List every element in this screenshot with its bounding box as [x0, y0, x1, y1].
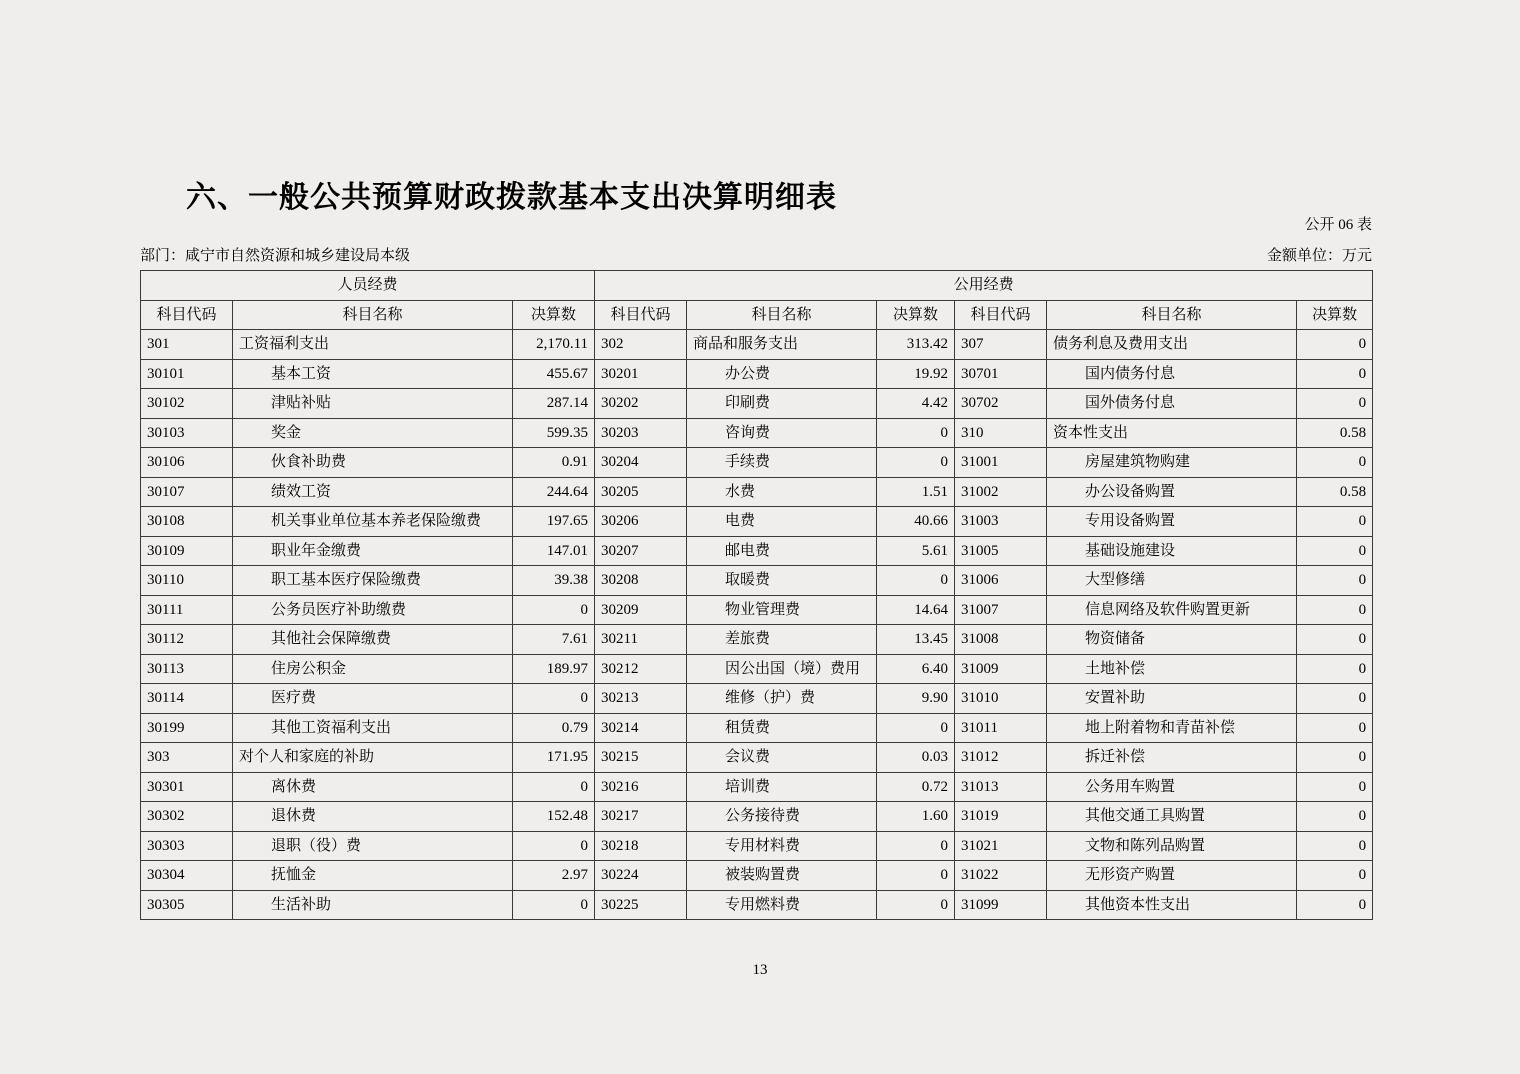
- cell-amount-3: 0: [1297, 566, 1373, 596]
- cell-name-2: 取暖费: [687, 566, 877, 596]
- cell-name-3: 物资储备: [1047, 625, 1297, 655]
- cell-code-1: 30114: [141, 684, 233, 714]
- cell-code-3: 31005: [955, 536, 1047, 566]
- cell-code-3: 307: [955, 330, 1047, 360]
- cell-amount-1: 0: [513, 890, 595, 920]
- column-header-name-1: 科目名称: [233, 300, 513, 330]
- cell-code-3: 31006: [955, 566, 1047, 596]
- cell-amount-1: 0: [513, 831, 595, 861]
- cell-name-3: 国内债务付息: [1047, 359, 1297, 389]
- cell-code-3: 30701: [955, 359, 1047, 389]
- cell-code-3: 31099: [955, 890, 1047, 920]
- cell-code-3: 31009: [955, 654, 1047, 684]
- cell-amount-3: 0: [1297, 389, 1373, 419]
- cell-amount-1: 0: [513, 595, 595, 625]
- cell-name-2: 租赁费: [687, 713, 877, 743]
- cell-amount-3: 0: [1297, 654, 1373, 684]
- cell-amount-2: 13.45: [877, 625, 955, 655]
- cell-name-2: 差旅费: [687, 625, 877, 655]
- cell-name-2: 邮电费: [687, 536, 877, 566]
- cell-code-3: 31002: [955, 477, 1047, 507]
- cell-amount-3: 0.58: [1297, 418, 1373, 448]
- cell-code-1: 30103: [141, 418, 233, 448]
- column-header-name-3: 科目名称: [1047, 300, 1297, 330]
- cell-amount-3: 0: [1297, 684, 1373, 714]
- cell-name-1: 基本工资: [233, 359, 513, 389]
- cell-name-1: 住房公积金: [233, 654, 513, 684]
- cell-name-2: 手续费: [687, 448, 877, 478]
- cell-name-1: 奖金: [233, 418, 513, 448]
- cell-code-2: 30208: [595, 566, 687, 596]
- cell-name-1: 医疗费: [233, 684, 513, 714]
- cell-amount-3: 0.58: [1297, 477, 1373, 507]
- cell-amount-2: 0: [877, 890, 955, 920]
- cell-code-3: 31021: [955, 831, 1047, 861]
- cell-code-3: 31003: [955, 507, 1047, 537]
- cell-code-2: 30207: [595, 536, 687, 566]
- cell-name-3: 安置补助: [1047, 684, 1297, 714]
- cell-amount-2: 0.72: [877, 772, 955, 802]
- cell-amount-1: 152.48: [513, 802, 595, 832]
- table-row: [141, 389, 1373, 419]
- cell-amount-1: 2,170.11: [513, 330, 595, 360]
- cell-amount-2: 4.42: [877, 389, 955, 419]
- table-row: [141, 890, 1373, 920]
- cell-name-3: 房屋建筑物购建: [1047, 448, 1297, 478]
- cell-name-2: 被装购置费: [687, 861, 877, 891]
- cell-code-3: 31011: [955, 713, 1047, 743]
- cell-amount-1: 455.67: [513, 359, 595, 389]
- cell-amount-3: 0: [1297, 595, 1373, 625]
- table-row: [141, 831, 1373, 861]
- cell-code-1: 30113: [141, 654, 233, 684]
- cell-name-1: 津贴补贴: [233, 389, 513, 419]
- cell-name-2: 电费: [687, 507, 877, 537]
- cell-code-2: 30211: [595, 625, 687, 655]
- cell-code-3: 31001: [955, 448, 1047, 478]
- cell-name-1: 退休费: [233, 802, 513, 832]
- cell-amount-2: 40.66: [877, 507, 955, 537]
- cell-code-2: 30209: [595, 595, 687, 625]
- cell-code-3: 31019: [955, 802, 1047, 832]
- cell-name-1: 绩效工资: [233, 477, 513, 507]
- cell-amount-1: 189.97: [513, 654, 595, 684]
- cell-name-2: 办公费: [687, 359, 877, 389]
- page-number: 13: [752, 962, 768, 978]
- cell-code-3: 30702: [955, 389, 1047, 419]
- cell-amount-3: 0: [1297, 802, 1373, 832]
- table-header: [141, 271, 1373, 330]
- cell-code-2: 30215: [595, 743, 687, 773]
- cell-amount-3: 0: [1297, 772, 1373, 802]
- column-header-amount-3: 决算数: [1297, 300, 1373, 330]
- table-row: [141, 772, 1373, 802]
- table-row: [141, 418, 1373, 448]
- cell-name-2: 专用材料费: [687, 831, 877, 861]
- cell-code-1: 303: [141, 743, 233, 773]
- cell-code-1: 30101: [141, 359, 233, 389]
- cell-amount-3: 0: [1297, 448, 1373, 478]
- cell-amount-1: 147.01: [513, 536, 595, 566]
- cell-code-3: 31010: [955, 684, 1047, 714]
- cell-amount-2: 9.90: [877, 684, 955, 714]
- cell-name-1: 对个人和家庭的补助: [233, 743, 513, 773]
- cell-amount-3: 0: [1297, 831, 1373, 861]
- cell-name-2: 物业管理费: [687, 595, 877, 625]
- table-row: [141, 861, 1373, 891]
- cell-code-3: 31007: [955, 595, 1047, 625]
- cell-amount-1: 0: [513, 772, 595, 802]
- cell-name-1: 职工基本医疗保险缴费: [233, 566, 513, 596]
- table-row: [141, 625, 1373, 655]
- cell-amount-1: 171.95: [513, 743, 595, 773]
- cell-code-1: 301: [141, 330, 233, 360]
- cell-amount-3: 0: [1297, 713, 1373, 743]
- cell-name-3: 专用设备购置: [1047, 507, 1297, 537]
- cell-code-1: 30304: [141, 861, 233, 891]
- cell-amount-1: 197.65: [513, 507, 595, 537]
- cell-name-1: 离休费: [233, 772, 513, 802]
- cell-amount-1: 0: [513, 684, 595, 714]
- cell-amount-1: 0.79: [513, 713, 595, 743]
- cell-code-2: 30212: [595, 654, 687, 684]
- cell-amount-3: 0: [1297, 536, 1373, 566]
- cell-code-2: 302: [595, 330, 687, 360]
- cell-code-1: 30106: [141, 448, 233, 478]
- cell-amount-2: 0: [877, 713, 955, 743]
- cell-name-3: 资本性支出: [1047, 418, 1297, 448]
- cell-name-2: 商品和服务支出: [687, 330, 877, 360]
- cell-name-1: 生活补助: [233, 890, 513, 920]
- table-row: [141, 507, 1373, 537]
- cell-code-3: 31013: [955, 772, 1047, 802]
- cell-amount-3: 0: [1297, 330, 1373, 360]
- cell-code-3: 31012: [955, 743, 1047, 773]
- cell-name-2: 培训费: [687, 772, 877, 802]
- cell-name-3: 信息网络及软件购置更新: [1047, 595, 1297, 625]
- cell-name-1: 退职（役）费: [233, 831, 513, 861]
- cell-name-3: 基础设施建设: [1047, 536, 1297, 566]
- cell-name-3: 大型修缮: [1047, 566, 1297, 596]
- cell-name-3: 其他交通工具购置: [1047, 802, 1297, 832]
- group-header-personnel: 人员经费: [141, 271, 595, 301]
- table-row: [141, 713, 1373, 743]
- cell-amount-1: 2.97: [513, 861, 595, 891]
- cell-code-2: 30206: [595, 507, 687, 537]
- cell-amount-2: 19.92: [877, 359, 955, 389]
- cell-amount-1: 287.14: [513, 389, 595, 419]
- cell-name-3: 地上附着物和青苗补偿: [1047, 713, 1297, 743]
- cell-name-3: 国外债务付息: [1047, 389, 1297, 419]
- cell-name-2: 会议费: [687, 743, 877, 773]
- column-header-name-2: 科目名称: [687, 300, 877, 330]
- cell-name-1: 其他工资福利支出: [233, 713, 513, 743]
- cell-name-1: 公务员医疗补助缴费: [233, 595, 513, 625]
- table-row: [141, 654, 1373, 684]
- cell-amount-2: 0: [877, 566, 955, 596]
- table-row: [141, 359, 1373, 389]
- cell-name-2: 专用燃料费: [687, 890, 877, 920]
- table-row: [141, 684, 1373, 714]
- cell-code-2: 30203: [595, 418, 687, 448]
- cell-amount-3: 0: [1297, 359, 1373, 389]
- cell-name-2: 水费: [687, 477, 877, 507]
- cell-name-3: 拆迁补偿: [1047, 743, 1297, 773]
- column-header-amount-1: 决算数: [513, 300, 595, 330]
- cell-code-2: 30213: [595, 684, 687, 714]
- cell-name-1: 工资福利支出: [233, 330, 513, 360]
- cell-code-1: 30102: [141, 389, 233, 419]
- cell-amount-1: 7.61: [513, 625, 595, 655]
- cell-amount-2: 1.60: [877, 802, 955, 832]
- cell-amount-1: 39.38: [513, 566, 595, 596]
- cell-amount-3: 0: [1297, 743, 1373, 773]
- cell-amount-3: 0: [1297, 890, 1373, 920]
- table-row: [141, 477, 1373, 507]
- department-label: 部门：咸宁市自然资源和城乡建设局本级: [140, 248, 411, 264]
- form-number: 公开 06 表: [1304, 217, 1372, 233]
- table-group-header-row: [141, 271, 1373, 301]
- cell-name-1: 机关事业单位基本养老保险缴费: [233, 507, 513, 537]
- cell-code-2: 30218: [595, 831, 687, 861]
- table-row: [141, 595, 1373, 625]
- cell-amount-2: 14.64: [877, 595, 955, 625]
- table-row: [141, 743, 1373, 773]
- cell-code-2: 30201: [595, 359, 687, 389]
- column-header-code-1: 科目代码: [141, 300, 233, 330]
- cell-amount-2: 1.51: [877, 477, 955, 507]
- cell-code-1: 30109: [141, 536, 233, 566]
- cell-name-3: 办公设备购置: [1047, 477, 1297, 507]
- cell-code-2: 30225: [595, 890, 687, 920]
- column-header-amount-2: 决算数: [877, 300, 955, 330]
- cell-code-3: 31008: [955, 625, 1047, 655]
- cell-amount-2: 0: [877, 861, 955, 891]
- cell-amount-2: 313.42: [877, 330, 955, 360]
- cell-amount-2: 0: [877, 418, 955, 448]
- cell-amount-2: 5.61: [877, 536, 955, 566]
- cell-code-1: 30108: [141, 507, 233, 537]
- table-row: [141, 330, 1373, 360]
- cell-code-1: 30111: [141, 595, 233, 625]
- cell-amount-3: 0: [1297, 507, 1373, 537]
- cell-name-2: 咨询费: [687, 418, 877, 448]
- cell-name-3: 公务用车购置: [1047, 772, 1297, 802]
- cell-code-1: 30112: [141, 625, 233, 655]
- cell-code-2: 30204: [595, 448, 687, 478]
- cell-name-3: 无形资产购置: [1047, 861, 1297, 891]
- cell-amount-2: 0: [877, 831, 955, 861]
- cell-code-2: 30224: [595, 861, 687, 891]
- table-row: [141, 566, 1373, 596]
- cell-code-3: 31022: [955, 861, 1047, 891]
- cell-name-1: 其他社会保障缴费: [233, 625, 513, 655]
- cell-code-2: 30205: [595, 477, 687, 507]
- column-header-code-2: 科目代码: [595, 300, 687, 330]
- cell-code-1: 30199: [141, 713, 233, 743]
- table-column-header-row: [141, 300, 1373, 330]
- cell-name-1: 职业年金缴费: [233, 536, 513, 566]
- cell-code-1: 30305: [141, 890, 233, 920]
- column-header-code-3: 科目代码: [955, 300, 1047, 330]
- cell-code-1: 30301: [141, 772, 233, 802]
- cell-code-2: 30214: [595, 713, 687, 743]
- cell-name-3: 其他资本性支出: [1047, 890, 1297, 920]
- table-row: [141, 448, 1373, 478]
- cell-name-3: 土地补偿: [1047, 654, 1297, 684]
- table-row: [141, 536, 1373, 566]
- cell-amount-2: 0: [877, 448, 955, 478]
- cell-name-2: 维修（护）费: [687, 684, 877, 714]
- cell-amount-1: 599.35: [513, 418, 595, 448]
- cell-name-1: 伙食补助费: [233, 448, 513, 478]
- budget-table: [140, 270, 1373, 920]
- cell-name-3: 债务利息及费用支出: [1047, 330, 1297, 360]
- cell-amount-2: 6.40: [877, 654, 955, 684]
- cell-name-2: 印刷费: [687, 389, 877, 419]
- cell-code-1: 30110: [141, 566, 233, 596]
- amount-unit-label: 金额单位：万元: [1266, 248, 1372, 264]
- table-row: [141, 802, 1373, 832]
- cell-amount-1: 0.91: [513, 448, 595, 478]
- cell-amount-3: 0: [1297, 861, 1373, 891]
- cell-amount-1: 244.64: [513, 477, 595, 507]
- cell-amount-2: 0.03: [877, 743, 955, 773]
- group-header-public: 公用经费: [595, 271, 1373, 301]
- cell-code-3: 310: [955, 418, 1047, 448]
- cell-name-1: 抚恤金: [233, 861, 513, 891]
- cell-name-2: 公务接待费: [687, 802, 877, 832]
- cell-code-1: 30302: [141, 802, 233, 832]
- cell-amount-3: 0: [1297, 625, 1373, 655]
- cell-code-2: 30216: [595, 772, 687, 802]
- cell-code-1: 30107: [141, 477, 233, 507]
- page-title: 六、一般公共预算财政拨款基本支出决算明细表: [186, 181, 837, 214]
- cell-code-1: 30303: [141, 831, 233, 861]
- cell-code-2: 30202: [595, 389, 687, 419]
- cell-code-2: 30217: [595, 802, 687, 832]
- cell-name-2: 因公出国（境）费用: [687, 654, 877, 684]
- cell-name-3: 文物和陈列品购置: [1047, 831, 1297, 861]
- table-body: [141, 330, 1373, 920]
